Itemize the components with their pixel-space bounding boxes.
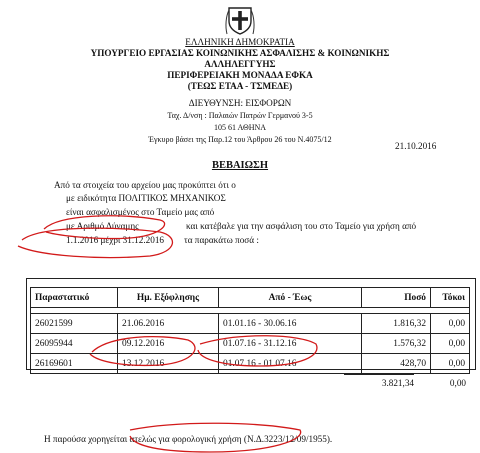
cell-interest: 0,00 [431,354,470,374]
cell-period: 01.07.16 - 01.07.16 [219,354,362,374]
annotation-mark-arithmos [44,216,165,239]
col-header-paid-date: Ημ. Εξόφλησης [118,288,219,308]
validity-note: Έγκυρο βάσει της Παρ.12 του Άρθρου 26 του Ν.4075/12 [148,135,332,144]
ministry-line-1: ΥΠΟΥΡΓΕΙΟ ΕΡΓΑΣΙΑΣ ΚΟΙΝΩΝΙΚΗΣ ΑΣΦΑΛΙΣΗΣ & ΚΟΙΝΩΝΙΚΗΣ [90,48,390,58]
total-amount: 3.821,34 [381,378,414,388]
cell-amount: 428,70 [362,354,431,374]
cell-amount: 1.576,32 [362,334,431,354]
body-line-5-rest: τα παρακάτω ποσά : [184,235,259,245]
cell-amount: 1.816,32 [362,314,431,334]
body-line-1: Από τα στοιχεία του αρχείου μας προκύπτει ότι ο [54,180,236,190]
cell-document: 26169601 [31,354,118,374]
fund-heading: (ΤΕΩΣ ΕΤΑΑ - ΤΣΜΕΔΕ) [187,81,293,91]
cell-interest: 0,00 [431,334,470,354]
period-text: 1.1.2016 μέχρι 31.12.2016 [66,235,165,245]
annotation-mark-footer [130,423,301,452]
cell-paid-date: 13.12.2016 [118,354,219,374]
body-line-4-left: με Αριθμό Δύναμης [66,221,139,231]
cell-paid-date: 21.06.2016 [118,314,219,334]
body-line-3: είναι ασφαλισμένος στο Ταμείο μας από [66,207,215,217]
body-line-2: με ειδικότητα ΠΟΛΙΤΙΚΟΣ ΜΗΧΑΝΙΚΟΣ [66,193,226,203]
unit-heading: ΠΕΡΙΦΕΡΕΙΑΚΗ ΜΟΝΑΔΑ ΕΦΚΑ [167,70,313,80]
total-interest: 0,00 [449,378,466,388]
body-line-4-right: και κατέβαλε για την ασφάλιση του στο Ταμείο για χρήση από [186,221,417,231]
directorate: ΔΙΕΥΘΥΝΣΗ: ΕΙΣΦΟΡΩΝ [188,98,292,108]
cell-document: 26095944 [31,334,118,354]
cell-interest: 0,00 [431,314,470,334]
col-header-period: Από - Έως [219,288,362,308]
document-title: ΒΕΒΑΙΩΣΗ [211,160,269,171]
cell-paid-date: 09.12.2016 [118,334,219,354]
address: Ταχ. Δ/νση : Παλαιών Πατρών Γερμανού 3-5 [167,111,313,120]
col-header-amount: Ποσό [362,288,431,308]
annotation-mark-period-row [198,336,317,366]
cell-period: 01.01.16 - 30.06.16 [219,314,362,334]
col-header-document: Παραστατικό [31,288,118,308]
cell-document: 26021599 [31,314,118,334]
col-header-interest: Τόκοι [431,288,470,308]
cell-period: 01.07.16 - 31.12.16 [219,334,362,354]
city: 105 61 ΑΘΗΝΑ [213,123,267,132]
country-heading: ΕΛΛΗΝΙΚΗ ΔΗΜΟΚΡΑΤΙΑ [185,37,295,47]
footer-note: Η παρούσα χορηγείται ατελώς για φορολογική χρήση (Ν.Δ.3223/12/09/1955). [44,434,333,444]
annotation-mark-date [90,337,195,366]
document-date: 21.10.2016 [395,141,437,151]
annotation-mark-period [18,228,172,257]
ministry-line-2: ΑΛΛΗΛΕΓΓΥΗΣ [204,59,276,69]
